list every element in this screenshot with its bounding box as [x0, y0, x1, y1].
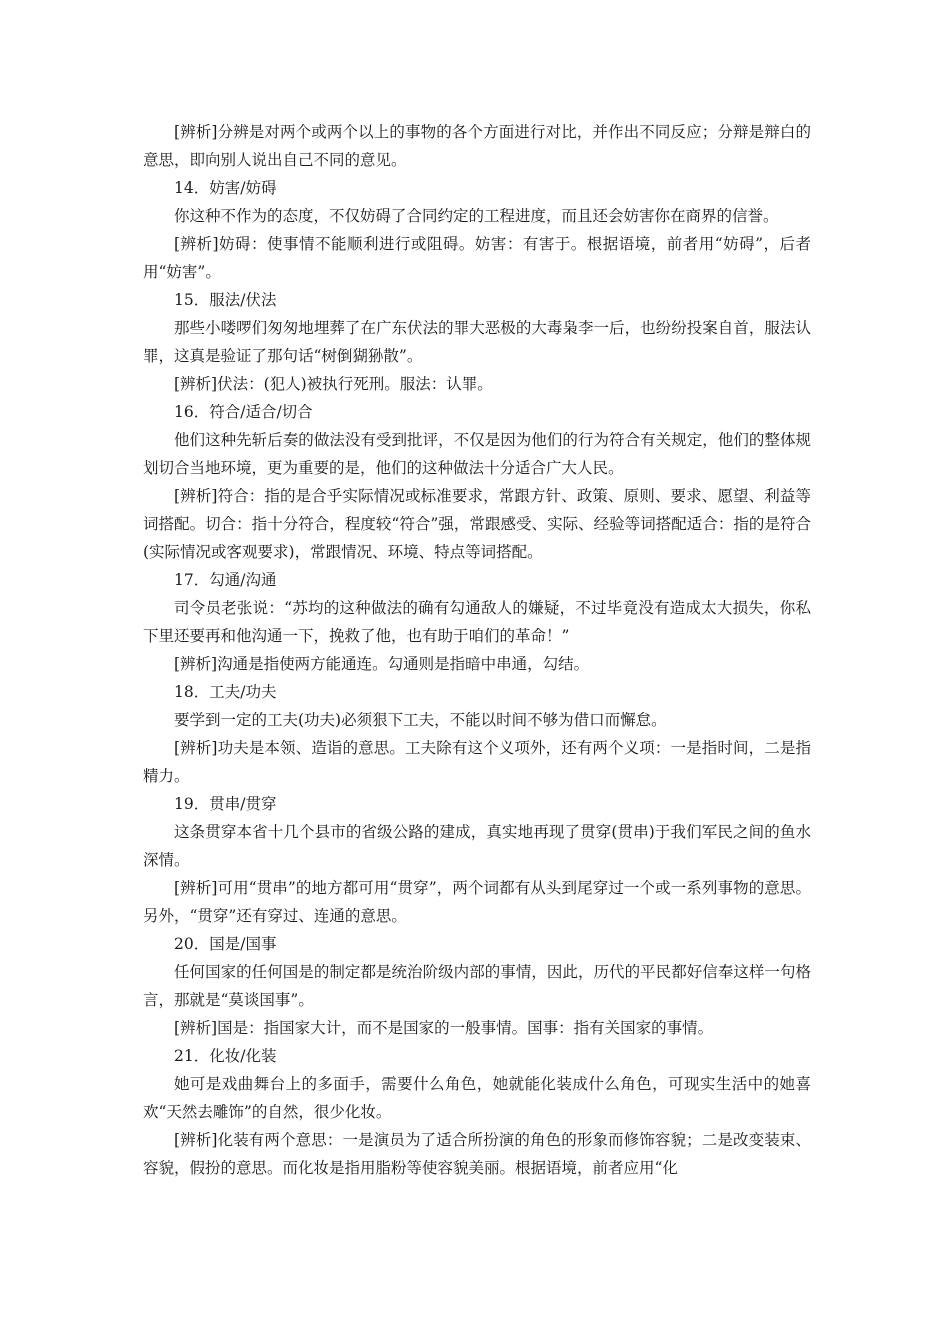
- item-heading: 18．工夫/功夫: [174, 683, 277, 701]
- paragraph: 她可是戏曲舞台上的多面手，需要什么角色，她就能化装成什么角色，可现实生活中的她喜欢“天然去雕饰”的自然，很少化妆。: [143, 1075, 811, 1121]
- paragraph: 这条贯穿本省十几个县市的省级公路的建成，真实地再现了贯穿(贯串)于我们军民之间的鱼水深情。: [143, 823, 811, 869]
- paragraph: 你这种不作为的态度，不仅妨碍了合同约定的工程进度，而且还会妨害你在商界的信誉。: [174, 207, 779, 225]
- paragraph: [辨析]功夫是本领、造诣的意思。工夫除有这个义项外，还有两个义项：一是指时间，二是指精力。: [143, 739, 811, 785]
- paragraph: 任何国家的任何国是的制定都是统治阶级内部的事情，因此，历代的平民都好信奉这样一句格言，那就是“莫谈国事”。: [143, 963, 811, 1009]
- paragraph: 他们这种先斩后奏的做法没有受到批评，不仅是因为他们的行为符合有关规定，他们的整体规划切合当地环境，更为重要的是，他们的这种做法十分适合广大人民。: [143, 431, 811, 477]
- item-heading: 14．妨害/妨碍: [174, 179, 277, 197]
- paragraph: [辨析]符合：指的是合乎实际情况或标准要求，常跟方针、政策、原则、要求、愿望、利益等词搭配。切合：指十分符合，程度较“符合”强，常跟感受、实际、经验等词搭配适合：指的是符合(实际情况或客观要求)，常跟情况、环境、特点等词搭配。: [143, 487, 811, 561]
- paragraph: 那些小喽啰们匆匆地埋葬了在广东伏法的罪大恶极的大毒枭李一后，也纷纷投案自首，服法认罪，这真是验证了那句话“树倒猢狲散”。: [143, 319, 811, 365]
- item-heading: 20．国是/国事: [174, 935, 277, 953]
- paragraph: [辨析]化装有两个意思：一是演员为了适合所扮演的角色的形象而修饰容貌；二是改变装束、容貌，假扮的意思。而化妆是指用脂粉等使容貌美丽。根据语境，前者应用“化: [143, 1131, 811, 1177]
- paragraph: 要学到一定的工夫(功夫)必须狠下工夫，不能以时间不够为借口而懈怠。: [174, 711, 667, 729]
- item-heading: 16．符合/适合/切合: [174, 403, 313, 421]
- item-heading: 21．化妆/化装: [174, 1047, 277, 1065]
- paragraph: [辨析]沟通是指使两方能通连。勾通则是指暗中串通，勾结。: [174, 655, 590, 673]
- paragraph: [辨析]国是：指国家大计，而不是国家的一般事情。国事：指有关国家的事情。: [174, 1019, 714, 1037]
- paragraph: 司令员老张说：“苏均的这种做法的确有勾通敌人的嫌疑，不过毕竟没有造成太大损失，你私下里还要再和他沟通一下，挽救了他，也有助于咱们的革命！”: [143, 599, 811, 645]
- document-body: [143, 118, 811, 1182]
- paragraph: [辨析]可用“贯串”的地方都可用“贯穿”，两个词都有从头到尾穿过一个或一系列事物的意思。另外，“贯穿”还有穿过、连通的意思。: [143, 879, 811, 925]
- paragraph: [辨析]伏法：(犯人)被执行死刑。服法：认罪。: [174, 375, 493, 393]
- item-heading: 17．勾通/沟通: [174, 571, 277, 589]
- item-heading: 15．服法/伏法: [174, 291, 277, 309]
- item-heading: 19．贯串/贯穿: [174, 795, 277, 813]
- paragraph: [辨析]妨碍：使事情不能顺利进行或阻碍。妨害：有害于。根据语境，前者用“妨碍”，后者用“妨害”。: [143, 235, 811, 281]
- paragraph: [辨析]分辨是对两个或两个以上的事物的各个方面进行对比，并作出不同反应；分辩是辩白的意思，即向别人说出自己不同的意见。: [143, 123, 811, 169]
